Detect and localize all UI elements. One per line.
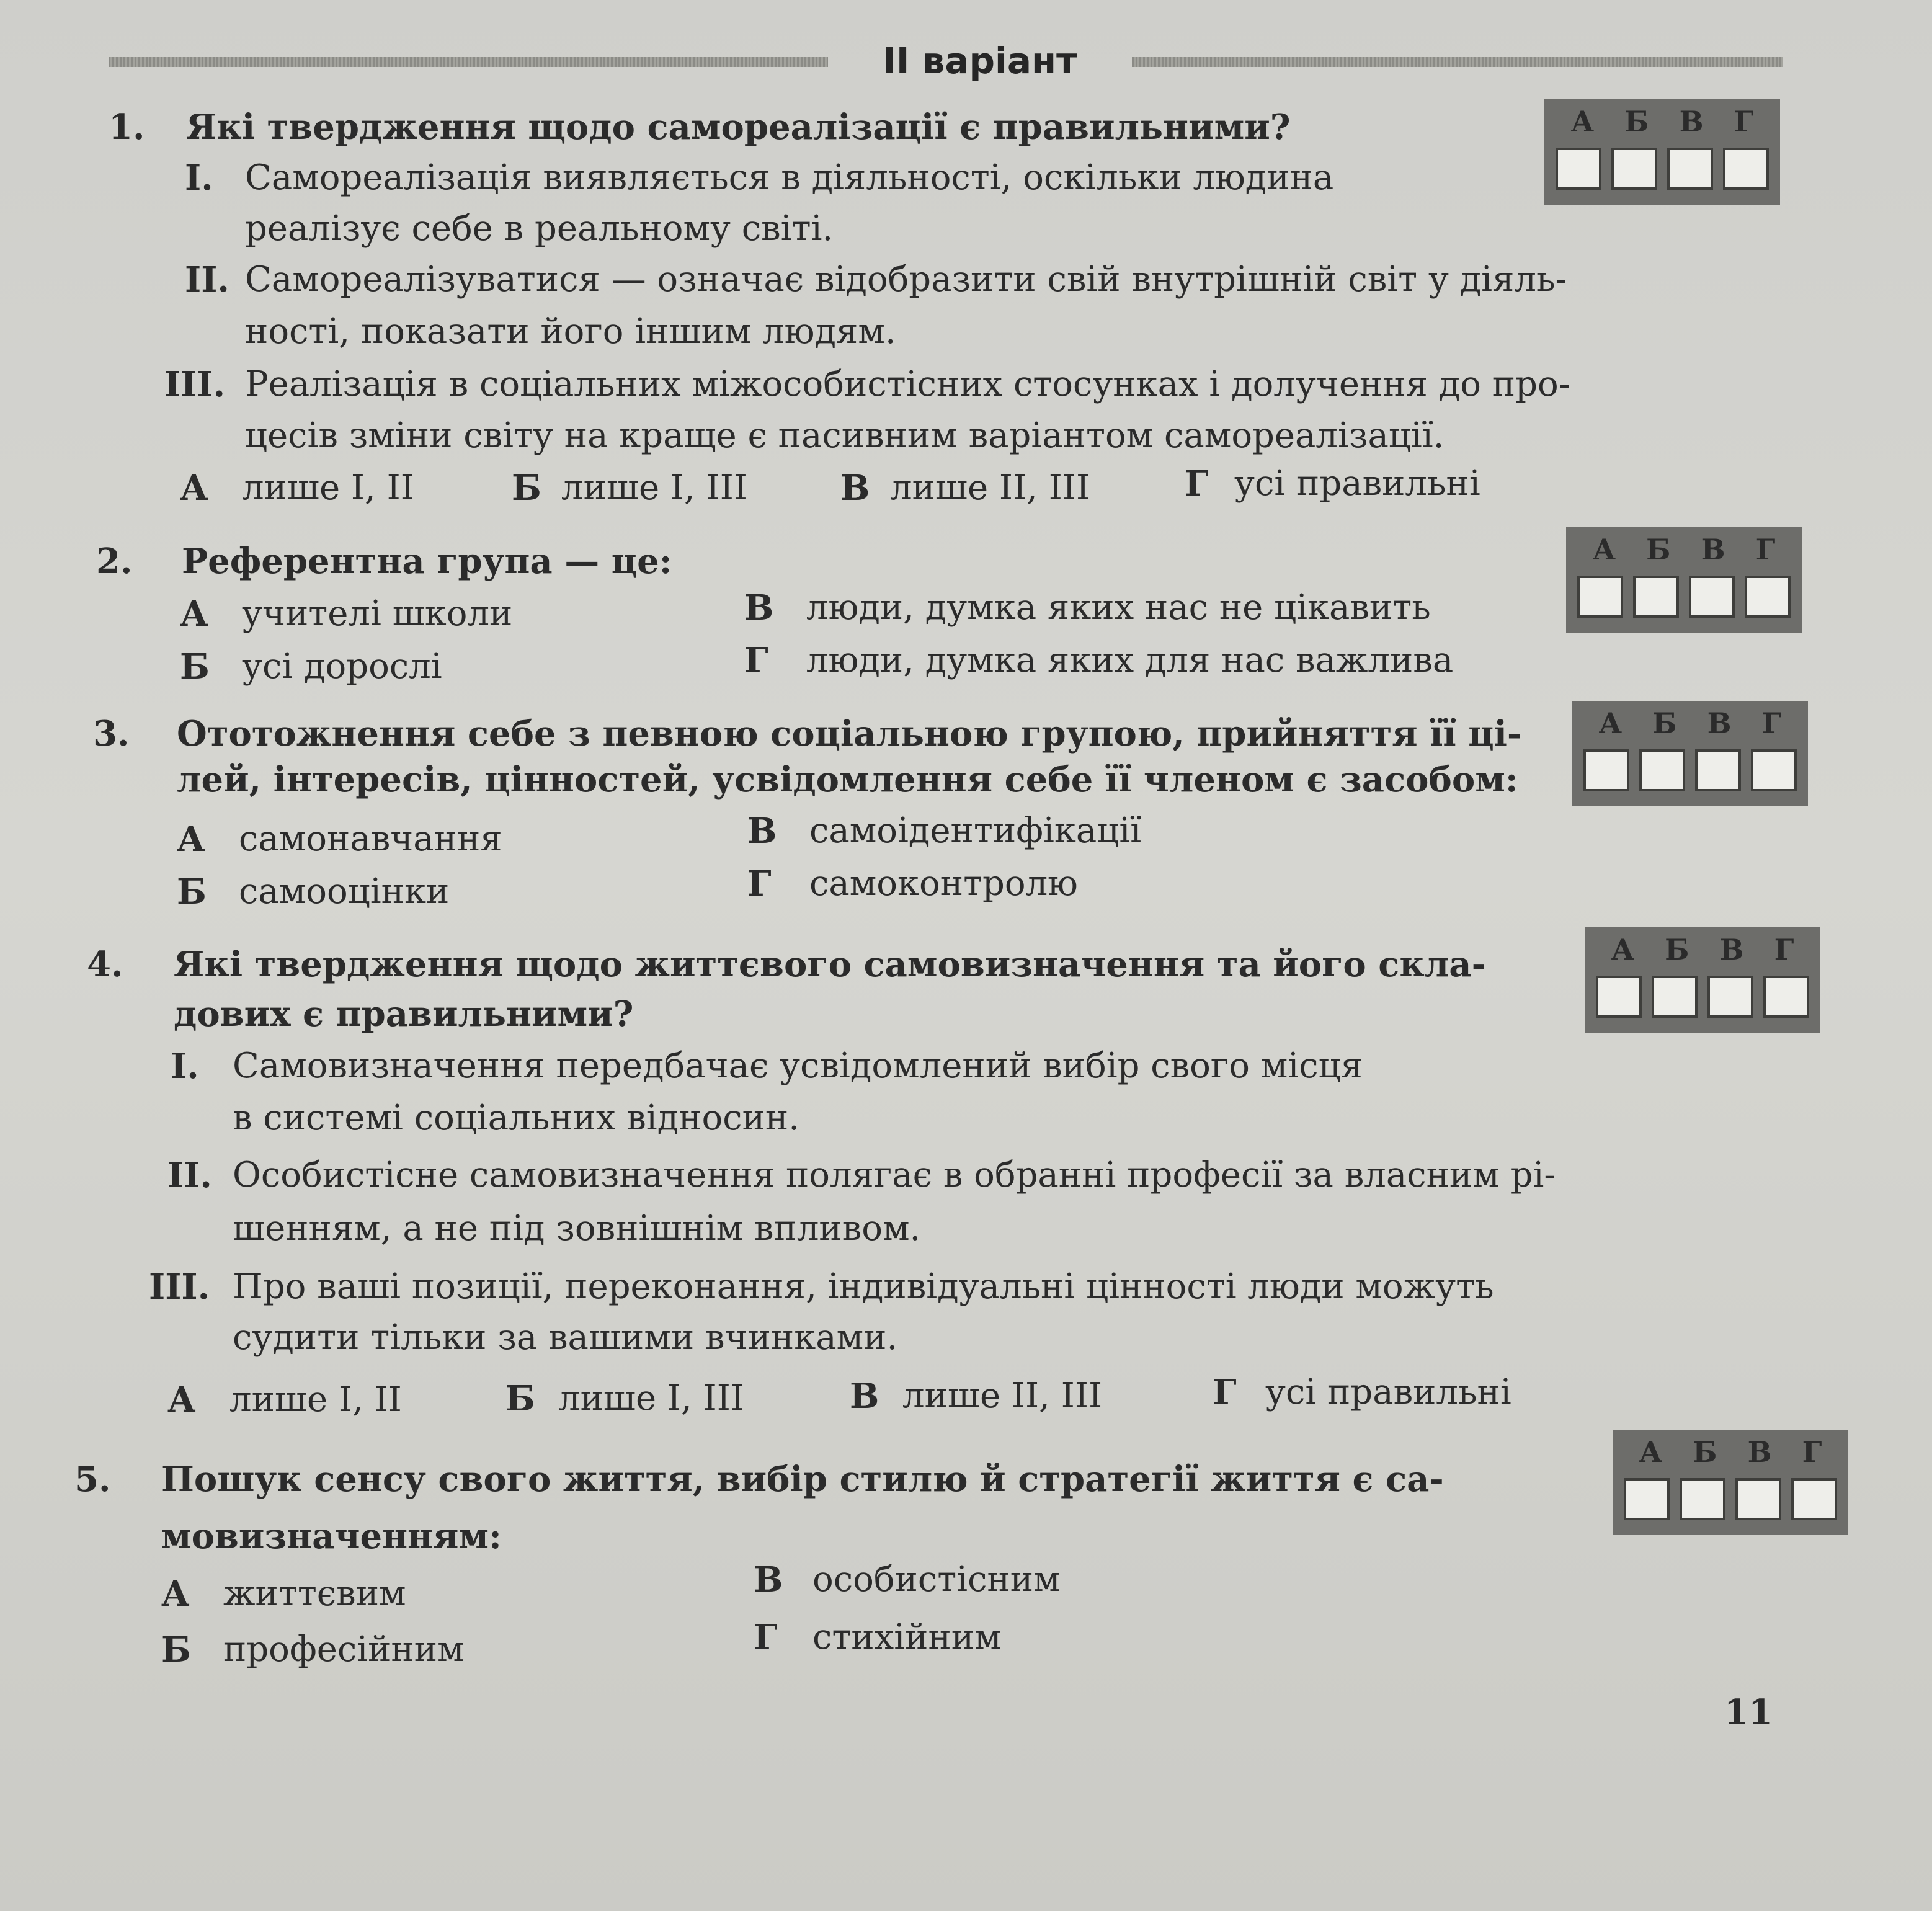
statement-4-1-cont: в системі соціальних відносин. — [233, 1098, 800, 1138]
question-3-heading-cont: лей, інтересів, цінностей, усвідомлення себе її членом є засобом: — [177, 759, 1518, 800]
answer-cell-v[interactable] — [1695, 749, 1741, 791]
option-5c: В особистісним — [754, 1559, 1061, 1600]
answer-grid-5: А Б В Г — [1613, 1430, 1848, 1535]
answer-cell-a[interactable] — [1577, 576, 1623, 618]
variant-title: ІІ варіант — [883, 40, 1077, 82]
question-5-heading-cont: мовизначенням: — [161, 1516, 502, 1557]
answer-cell-b[interactable] — [1633, 576, 1679, 618]
option-5a: А життєвим — [161, 1574, 406, 1615]
option-4c: В лише ІІ, ІІІ — [850, 1376, 1103, 1417]
question-2-heading: 2. Референтна група — це: — [96, 541, 672, 582]
answer-cell-g[interactable] — [1763, 976, 1809, 1018]
answer-cell-b[interactable] — [1611, 148, 1657, 190]
option-2c: В люди, думка яких нас не цікавить — [744, 587, 1431, 628]
option-2d: Г люди, думка яких для нас важлива — [744, 640, 1454, 681]
answer-cell-a[interactable] — [1624, 1478, 1670, 1520]
answer-cell-v[interactable] — [1707, 976, 1753, 1018]
answer-cell-a[interactable] — [1556, 148, 1601, 190]
statement-1-1: І. Самореалізація виявляється в діяльності, оскільки людина — [185, 158, 1334, 198]
answer-grid-3: А Б В Г — [1572, 701, 1808, 806]
variant-header — [109, 36, 1783, 86]
statement-1-3-cont: цесів зміни світу на краще є пасивним варіантом самореалізації. — [245, 416, 1445, 456]
option-4b: Б лише І, ІІІ — [505, 1378, 744, 1419]
option-4d: Г усі правильні — [1213, 1372, 1511, 1413]
question-4-heading: 4. Які твердження щодо життєвого самовизначення та його скла- — [87, 944, 1486, 985]
header-rule-left — [109, 57, 828, 67]
question-5-heading: 5. Пошук сенсу свого життя, вибір стилю й стратегії життя є са- — [74, 1459, 1444, 1500]
answer-cell-g[interactable] — [1791, 1478, 1837, 1520]
question-3-heading: 3. Ототожнення себе з певною соціальною групою, прийняття її ці- — [93, 713, 1522, 754]
answer-cell-b[interactable] — [1652, 976, 1698, 1018]
option-1b: Б лише І, ІІІ — [512, 468, 747, 509]
option-1d: Г усі правильні — [1185, 463, 1480, 504]
statement-4-2: ІІ. Особистісне самовизначення полягає в обранні професії за власним рі- — [167, 1155, 1556, 1196]
option-4a: А лише І, ІІ — [167, 1379, 402, 1420]
question-number: 1. — [109, 107, 145, 148]
statement-4-3-cont: судити тільки за вашими вчинками. — [233, 1317, 898, 1358]
answer-grid-1: А Б В Г — [1544, 99, 1780, 205]
option-1a: А лише І, ІІ — [180, 468, 414, 509]
option-3b: Б самооцінки — [177, 871, 450, 912]
option-5b: Б професійним — [161, 1629, 465, 1670]
answer-cell-v[interactable] — [1689, 576, 1735, 618]
answer-cell-g[interactable] — [1723, 148, 1769, 190]
answer-cell-v[interactable] — [1667, 148, 1713, 190]
statement-1-2: ІІ. Самореалізуватися — означає відобразити свій внутрішній світ у діяль- — [185, 259, 1567, 300]
statement-4-2-cont: шенням, а не під зовнішнім впливом. — [233, 1208, 921, 1249]
option-2b: Б усі дорослі — [180, 646, 442, 687]
statement-1-2-cont: ності, показати його іншим людям. — [245, 311, 896, 352]
answer-cell-g[interactable] — [1745, 576, 1791, 618]
option-5d: Г стихійним — [754, 1617, 1002, 1658]
option-3d: Г самоконтролю — [747, 863, 1078, 904]
answer-grid-4: А Б В Г — [1585, 927, 1820, 1033]
statement-1-1-cont: реалізує себе в реальному світі. — [245, 208, 834, 249]
answer-cell-a[interactable] — [1583, 749, 1629, 791]
option-1c: В лише ІІ, ІІІ — [840, 468, 1090, 509]
question-4-heading-cont: дових є правильними? — [174, 994, 634, 1035]
statement-4-1: І. Самовизначення передбачає усвідомлений вибір свого місця — [171, 1046, 1363, 1087]
question-text: Які твердження щодо самореалізації є правильними? — [186, 107, 1291, 148]
answer-grid-2: А Б В Г — [1566, 527, 1802, 633]
answer-cell-v[interactable] — [1735, 1478, 1781, 1520]
answer-cell-a[interactable] — [1596, 976, 1642, 1018]
option-3c: В самоідентифікації — [747, 811, 1142, 852]
page-number: 11 — [1724, 1692, 1773, 1733]
statement-1-3: ІІІ. Реалізація в соціальних міжособистісних стосунках і долучення до про- — [164, 364, 1570, 405]
header-rule-right — [1132, 57, 1783, 67]
question-1-heading — [109, 105, 1291, 149]
answer-cell-g[interactable] — [1751, 749, 1797, 791]
answer-cell-b[interactable] — [1680, 1478, 1725, 1520]
statement-4-3: ІІІ. Про ваші позиції, переконання, індивідуальні цінності люди можуть — [149, 1267, 1494, 1307]
option-2a: А учителі школи — [180, 594, 513, 635]
option-3a: А самонавчання — [177, 819, 502, 860]
answer-cell-b[interactable] — [1639, 749, 1685, 791]
